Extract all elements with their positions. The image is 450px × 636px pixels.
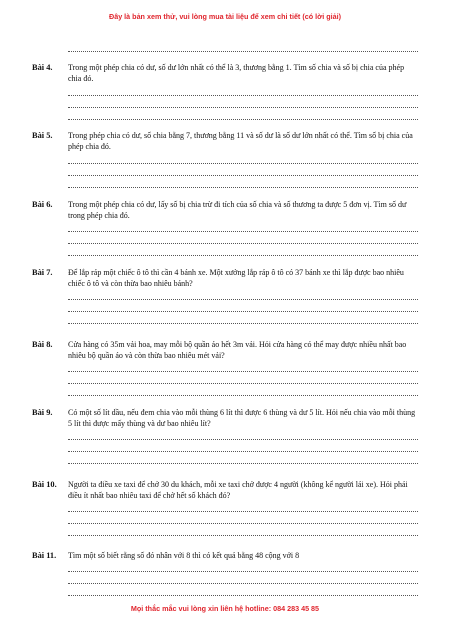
exercise-label: Bài 10. [32,480,57,489]
exercise-text: Cửa hàng có 35m vải hoa, may mỗi bộ quần áo hết 3m vải. Hỏi cửa hàng có thể may được nhiều nhất bao nhiêu bộ quần áo và còn thừa bao nhiêu mét vải? [68,340,407,360]
answer-line [68,562,418,572]
answer-line [68,86,418,96]
answer-line [68,502,418,512]
answer-line [68,154,418,164]
answer-line [68,454,418,464]
exercise-text: Có một số lít dầu, nếu đem chia vào mỗi thùng 6 lít thì được 6 thùng và dư 5 lít. Hỏi nếu chia vào mỗi thùng 5 lít thì được mấy thùng và dư bao nhiêu lít? [68,408,416,428]
answer-line [68,362,418,372]
answer-line [68,290,418,300]
answer-line [68,574,418,584]
exercise-label: Bài 6. [32,200,53,209]
answer-line [68,110,418,120]
header-notice: Đây là bản xem thử, vui lòng mua tài liệu để xem chi tiết (có lời giải) [109,12,341,21]
answer-line [68,42,418,52]
exercise-text: Trong một phép chia có dư, số dư lớn nhất có thể là 3, thương bằng 1. Tìm số chia và số bị chia của phép chia đó. [68,63,405,83]
exercise-text: Tìm một số biết rằng số đó nhân với 8 thì có kết quả bằng 48 cộng với 8 [68,551,300,560]
exercise-label: Bài 5. [32,131,53,140]
answer-line [68,178,418,188]
answer-line [68,222,418,232]
answer-line [68,98,418,108]
answer-line [68,234,418,244]
answer-line [68,430,418,440]
exercise-text: Người ta điều xe taxi để chở 30 du khách, mỗi xe taxi chở được 4 người (không kể người lái xe). Hỏi phải điều ít nhất bao nhiêu taxi để chở hết số khách đó? [68,480,408,500]
exercise-text: Để lắp ráp một chiếc ô tô thì cần 4 bánh xe. Một xưởng lắp ráp ô tô có 37 bánh xe thì lắp được bao nhiêu chiếc ô tô và còn thừa bao nhiêu bánh? [68,268,404,288]
answer-line [68,374,418,384]
answer-line [68,314,418,324]
answer-line [68,302,418,312]
exercise-text: Trong một phép chia có dư, lấy số bị chia trừ đi tích của số chia và số thương ta được 5 đơn vị. Tìm số dư trong phép chia đó. [68,200,407,220]
answer-line [68,586,418,596]
answer-line [68,246,418,256]
answer-line [68,526,418,536]
exercise-text: Trong phép chia có dư, số chia bằng 7, thương bằng 11 và số dư là số dư lớn nhất có thể. Tìm số bị chia của phép chia đó. [68,131,413,151]
answer-line [68,442,418,452]
footer-notice: Mọi thắc mắc vui lòng xin liên hệ hotline: 084 283 45 85 [130,604,320,613]
answer-line [68,386,418,396]
exercise-label: Bài 11. [32,551,57,560]
answer-line [68,166,418,176]
answer-line [68,514,418,524]
exercise-label: Bài 7. [32,268,53,277]
exercise-label: Bài 8. [32,340,53,349]
exercise-label: Bài 9. [32,408,53,417]
exercise-label: Bài 4. [32,63,53,72]
